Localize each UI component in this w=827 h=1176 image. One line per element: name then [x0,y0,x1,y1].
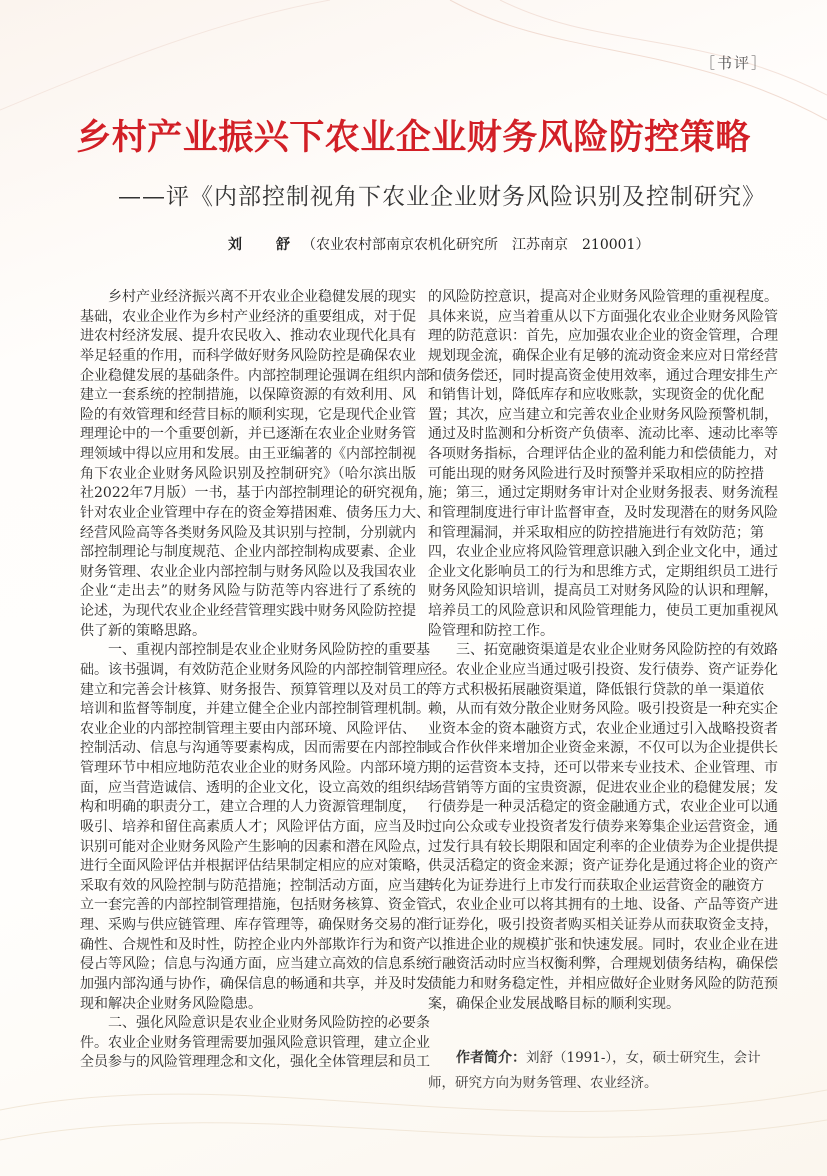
paragraph-line: 角下农业企业财务风险识别及控制研究》（哈尔滨出版 [80,465,416,482]
paragraph-line: 式，农业企业可以将其拥有的土地、设备、产品等资产进 [428,897,778,914]
paragraph-line: 建立和完善会计核算、财务报告、预算管理以及对员工的 [80,681,430,698]
paragraph-line: 径。农业企业应当通过吸引投资、发行债券、资产证券化 [428,661,778,678]
paragraph-line: 理理论中的一个重要创新，并已逐渐在农业企业财务管 [80,426,416,443]
section-tag-book-review: ［书评］ [700,54,769,72]
paragraph-line: 和债务偿还，同时提高资金使用效率，通过合理安排生产 [428,367,778,384]
paragraph-line: 或合作伙伴来增加企业资金来源，不仅可以为企业提供长 [428,740,778,757]
paragraph-line: 供灵活稳定的资金来源；资产证券化是通过将企业的资产 [428,858,778,875]
paragraph-line: 期的运营资本支持，还可以带来专业技术、企业管理、市 [428,760,778,776]
paragraph-line: 企业稳健发展的基础条件。内部控制理论强调在组织内部 [80,367,430,384]
paragraph-line: 案，确保企业发展战略目标的顺利实现。 [428,995,680,1012]
paragraph-line: 可能出现的财务风险进行及时预警并采取相应的防控措 [428,465,764,482]
author-note [428,1046,764,1096]
paragraph-line: 确性、合规性和及时性，防控企业内外部欺诈行为和资产 [80,936,430,953]
paragraph-line: 论述，为现代农业企业经营管理实践中财务风险防控提 [80,603,416,619]
paragraph-line: 通过及时监测和分析资产负债率、流动比率、速动比率等 [428,426,778,443]
paragraph-line: 基础，农业企业作为乡村产业经济的重要组成，对于促 [80,308,416,325]
paragraph-line: 部控制理论与制度规范、企业内部控制构成要素、企业 [80,544,416,561]
paragraph-line: 具体来说，应当着重从以下方面强化农业企业财务风险管 [428,308,778,325]
paragraph-line: 全员参与的风险管理理念和文化，强化全体管理层和员工 [80,1054,430,1071]
paragraph-line: 三、拓宽融资渠道是农业企业财务风险防控的有效路 [456,642,778,659]
article-title: 乡村产业振兴下农业企业财务风险防控策略 [76,118,751,158]
paragraph-line: 构和明确的职责分工，建立合理的人力资源管理制度， [80,799,416,816]
paragraph-line: 立一套完善的内部控制管理措施，包括财务核算、资金管 [80,897,430,914]
paragraph-line: 行证券化，吸引投资者购买相关证券从而获取资金支持， [428,917,778,933]
author-name: 刘 舒 [228,237,300,253]
paragraph-line: 经营风险高等各类财务风险及其识别与控制，分别就内 [80,524,416,541]
paragraph-line: 财务管理、农业企业内部控制与财务风险以及我国农业 [80,563,416,580]
paragraph-line: 行债券是一种灵活稳定的资金融通方式，农业企业可以通 [428,799,778,816]
paragraph-line: 培训和监督等制度，并建立健全企业内部控制管理机制。 [80,701,430,718]
paragraph-line: 举足轻重的作用，而科学做好财务风险防控是确保农业 [80,347,416,364]
author-note-text: 刘舒（1991-），女，硕士研究生，会计师，研究方向为财务管理、农业经济。 [428,1050,761,1091]
paragraph-line: 面，应当营造诚信、透明的企业文化，设立高效的组织结 [80,779,430,796]
paragraph-line: 施；第三，通过定期财务审计对企业财务报表、财务流程 [428,485,778,502]
paragraph-line: 和管理漏洞，并采取相应的防控措施进行有效防范；第 [428,524,764,541]
paragraph-line: 一、重视内部控制是农业企业财务风险防控的重要基 [108,642,430,659]
paragraph-line: 规划现金流，确保企业有足够的流动资金来应对日常经营 [428,347,778,364]
paragraph-line: 侵占等风险；信息与沟通方面，应当建立高效的信息系统 [80,956,430,973]
paragraph-line: 行融资活动时应当权衡利弊，合理规划债务结构，确保偿 [428,956,778,973]
paragraph-line: 财务风险知识培训，提高员工对财务风险的认识和理解， [428,583,778,600]
paragraph-line: 建立一套系统的控制措施，以保障资源的有效利用、风 [80,387,416,404]
paragraph-line: 社2022年7月版）一书，基于内部控制理论的研究视角， [80,485,433,502]
paragraph-line: 险管理和防控工作。 [428,622,554,639]
author-affiliation: （农业农村部南京农机化研究所 江苏南京 210001） [302,237,650,253]
paragraph-line: 进行全面风险评估并根据评估结果制定相应的应对策略， [80,858,430,875]
paragraph-line: 转化为证券进行上市发行而获取企业运营资金的融资方 [428,877,764,894]
paragraph-line: 的风险防控意识，提高对企业财务风险管理的重视程度。 [428,289,778,305]
paragraph [80,288,433,641]
right-column [428,288,778,1014]
paragraph [80,1014,430,1073]
paragraph-line: 置；其次，应当建立和完善农业企业财务风险预警机制， [428,406,778,423]
paragraph [428,641,778,1014]
paragraph [80,641,430,1014]
paragraph-line: 等方式积极拓展融资渠道，降低银行贷款的单一渠道依 [428,681,764,698]
paragraph-line: 农业企业的内部控制管理主要由内部环境、风险评估、 [80,720,416,737]
paragraph-line: 采取有效的风险控制与防范措施；控制活动方面，应当建 [80,877,430,894]
paragraph-line: 加强内部沟通与协作，确保信息的畅通和共享，并及时发 [80,975,430,992]
article-subtitle: ——评《内部控制视角下农业企业财务风险识别及控制研究》 [118,184,766,210]
paragraph-line: 培养员工的风险意识和风险管理能力，使员工更加重视风 [428,603,778,619]
paragraph-line: 业资本金的资本融资方式，农业企业通过引入战略投资者 [428,720,778,737]
paragraph-line: 四，农业企业应将风险管理意识融入到企业文化中，通过 [428,544,778,561]
paragraph-line: 管理环节中相应地防范农业企业的财务风险。内部环境方 [80,760,430,776]
paragraph-line: 过向公众或专业投资者发行债券来筹集企业运营资金，通 [428,818,778,835]
paragraph-line: 吸引、培养和留住高素质人才；风险评估方面，应当及时 [80,818,430,835]
paragraph-line: 企业文化影响员工的行为和思维方式，定期组织员工进行 [428,563,778,580]
paragraph-line: 各项财务指标，合理评估企业的盈利能力和偿债能力，对 [428,446,778,462]
paragraph-line: 针对农业企业管理中存在的资金筹措困难、债务压力大、 [80,504,430,521]
paragraph-line: 和管理制度进行审计监督审查，及时发现潜在的财务风险 [428,504,778,521]
paragraph-line: 现和解决企业财务风险隐患。 [80,995,262,1012]
paragraph-line: 和销售计划，降低库存和应收账款，实现资金的优化配 [428,387,764,404]
author-note-label: 作者简介： [456,1050,526,1066]
paragraph-line: 控制活动、信息与沟通等要素构成，因而需要在内部控制 [80,740,430,757]
paragraph-line: 进农村经济发展、提升农民收入、推动农业现代化具有 [80,328,416,345]
paragraph-line: 企业“走出去”的财务风险与防范等内容进行了系统的 [80,583,416,600]
byline [228,234,649,254]
paragraph-line: 理、采购与供应链管理、库存管理等，确保财务交易的准 [80,917,430,933]
paragraph-line: 赖，从而有效分散企业财务风险。吸引投资是一种充实企 [428,701,778,718]
paragraph-line: 险的有效管理和经营目标的顺利实现，它是现代企业管 [80,406,416,423]
paragraph-line: 以推进企业的规模扩张和快速发展。同时，农业企业在进 [428,936,778,953]
paragraph-line: 乡村产业经济振兴离不开农业企业稳健发展的现实 [108,289,416,305]
left-column [80,288,433,1073]
paragraph-line: 债能力和财务稳定性，并相应做好企业财务风险的防范预 [428,975,778,992]
paragraph-line: 理领域中得以应用和发展。由王亚编著的《内部控制视 [80,446,416,462]
paragraph-line: 理的防范意识：首先，应加强农业企业的资金管理，合理 [428,328,778,345]
paragraph-line: 过发行具有较长期限和固定利率的企业债券为企业提供提 [428,838,778,855]
paragraph-line: 础。该书强调，有效防范企业财务风险的内部控制管理应 [80,661,430,678]
paragraph-line: 供了新的策略思路。 [80,622,206,639]
paragraph-line: 场营销等方面的宝贵资源，促进农业企业的稳健发展；发 [428,779,778,796]
paragraph-line: 识别可能对企业财务风险产生影响的因素和潜在风险点， [80,838,430,855]
paragraph [428,288,778,641]
paragraph-line: 件。农业企业财务管理需要加强风险意识管理，建立企业 [80,1034,430,1051]
paragraph-line: 二、强化风险意识是农业企业财务风险防控的必要条 [108,1015,430,1032]
